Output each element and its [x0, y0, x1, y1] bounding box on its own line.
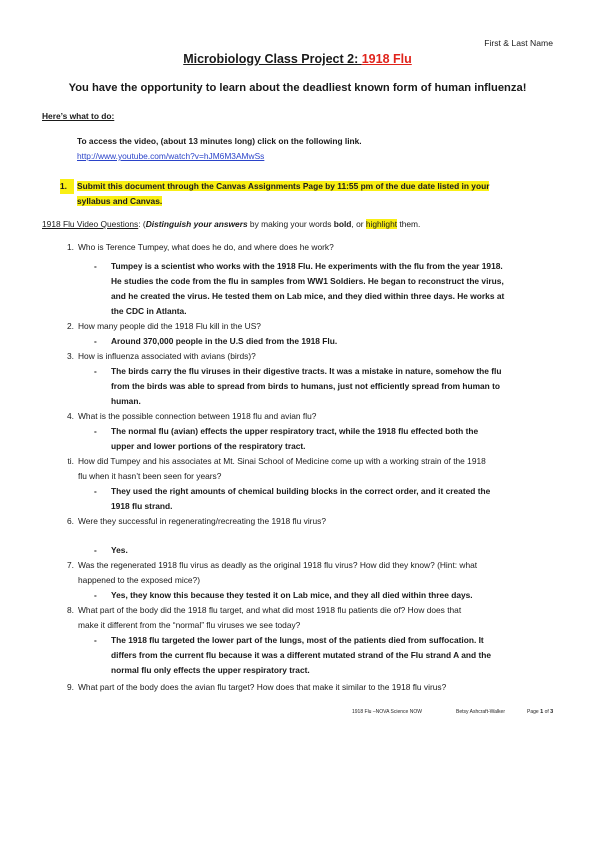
questions-header: [42, 219, 420, 229]
answer-bullet: -: [94, 486, 97, 496]
footer-source: 1918 Flu –NOVA Science NOW: [352, 709, 422, 715]
instructions-heading: Here’s what to do:: [42, 111, 115, 121]
answer-text: from the birds was able to spread from birds to humans, just not efficiently spread from human to: [111, 381, 501, 391]
question-number: 2.: [67, 321, 74, 331]
answer-text: He studies the code from the flu in samples from WW1 Soldiers. He began to reconstruct the virus,: [111, 276, 504, 286]
footer-page-number: [527, 709, 553, 715]
submit-instruction: [60, 179, 550, 209]
answer-bullet: -: [94, 426, 97, 436]
answer-bullet: -: [94, 545, 97, 555]
question-text: Were they successful in regenerating/recreating the 1918 flu virus?: [78, 516, 326, 526]
question-text: What part of the body did the 1918 flu target, and what did most 1918 flu patients die of? How does that: [78, 605, 462, 615]
answer-text: Yes.: [111, 545, 128, 555]
question-number: ti.: [67, 456, 74, 466]
submit-number: 1.: [60, 179, 74, 194]
question-6: [67, 514, 558, 529]
question-4: [67, 409, 558, 424]
name-line: First & Last Name: [484, 38, 553, 48]
answer-1: [94, 259, 563, 319]
answer-text: human.: [111, 396, 141, 406]
answer-4: [94, 424, 563, 454]
questions-header-bold: bold: [333, 219, 352, 229]
answer-2: [94, 334, 563, 349]
title-prefix: Microbiology Class Project 2:: [183, 52, 362, 66]
question-number: 3.: [67, 351, 74, 361]
question-text: How did Tumpey and his associates at Mt. Sinai School of Medicine come up with a working strain of the 1918: [78, 456, 486, 466]
question-8: [67, 603, 558, 633]
questions-header-tail: them.: [397, 219, 421, 229]
answer-text: The 1918 flu targeted the lower part of the lungs, most of the patients died from suffocation. It: [111, 635, 484, 645]
answer-text: The normal flu (avian) effects the upper respiratory tract, while the 1918 flu effected both the: [111, 426, 479, 436]
answer-3: [94, 364, 563, 409]
question-3: [67, 349, 558, 364]
question-1: [67, 240, 558, 255]
question-text: How many people did the 1918 Flu kill in the US?: [78, 321, 261, 331]
answer-bullet: -: [94, 635, 97, 645]
access-text: To access the video, (about 13 minutes long) click on the following link.: [77, 136, 362, 146]
question-number: 7.: [67, 560, 74, 570]
question-2: [67, 319, 558, 334]
question-text: What part of the body does the avian flu target? How does that make it similar to the 1918 flu virus?: [78, 682, 447, 692]
answer-text: normal flu only effects the upper respiratory tract.: [111, 665, 310, 675]
questions-header-colon: : (: [138, 219, 146, 229]
footer-page-total: 3: [550, 709, 554, 715]
question-number: 8.: [67, 605, 74, 615]
footer-page-current: 1: [540, 709, 544, 715]
answer-text: the CDC in Atlanta.: [111, 306, 187, 316]
answer-bullet: -: [94, 336, 97, 346]
questions-header-highlight: highlight: [365, 219, 398, 229]
title-accent: 1918 Flu: [361, 52, 412, 66]
question-number: 1.: [67, 242, 74, 252]
answer-bullet: -: [94, 366, 97, 376]
question-9: [67, 680, 558, 695]
question-number: 4.: [67, 411, 74, 421]
question-text: Who is Terence Tumpey, what does he do, and where does he work?: [78, 242, 334, 252]
question-7: [67, 558, 558, 588]
answer-text: upper and lower portions of the respiratory tract.: [111, 441, 306, 451]
footer-author: Betsy Ashcraft-Walker: [456, 709, 505, 715]
answer-7: [94, 588, 563, 603]
question-text: How is influenza associated with avians (birds)?: [78, 351, 256, 361]
question-text: flu when it hasn’t been seen for years?: [78, 471, 222, 481]
submit-line-2: syllabus and Canvas.: [77, 196, 163, 206]
answer-8: [94, 633, 563, 678]
question-5: [67, 454, 558, 484]
answer-text: differs from the current flu because it was a different mutated strand of the Flu strand A and the: [111, 650, 492, 660]
answer-text: and he created the virus. He tested them on Lab mice, and they died within three days. He works at: [111, 291, 505, 301]
answer-bullet: -: [94, 261, 97, 271]
footer-of-word: of: [543, 709, 551, 715]
footer-page-word: Page: [527, 709, 541, 715]
answer-text: Tumpey is a scientist who works with the 1918 Flu. He experiments with the flu from the year 1918.: [111, 261, 503, 271]
answer-6: [94, 543, 563, 558]
question-text: make it different from the “normal” flu viruses we see today?: [78, 620, 301, 630]
question-number: 6.: [67, 516, 74, 526]
question-text: Was the regenerated 1918 flu virus as deadly as the original 1918 flu virus? How did they know? (Hint: what: [78, 560, 478, 570]
answer-bullet: -: [94, 590, 97, 600]
answer-5: [94, 484, 563, 514]
question-number: 9.: [67, 682, 74, 692]
questions-header-emph: Distinguish your answers: [145, 219, 248, 229]
answer-text: 1918 flu strand.: [111, 501, 173, 511]
submit-line-1: Submit this document through the Canvas Assignments Page by 11:55 pm of the due date listed in your: [77, 181, 490, 191]
question-text: What is the possible connection between 1918 flu and avian flu?: [78, 411, 317, 421]
answer-text: Around 370,000 people in the U.S died from the 1918 Flu.: [111, 336, 338, 346]
page-subtitle: You have the opportunity to learn about the deadliest known form of human influenza!: [68, 82, 527, 94]
questions-header-label: 1918 Flu Video Questions: [42, 219, 139, 229]
video-link[interactable]: http://www.youtube.com/watch?v=hJM6M3AMwSs: [77, 151, 265, 161]
page-title: [0, 52, 595, 66]
questions-header-or: , or: [351, 219, 366, 229]
question-text: happened to the exposed mice?): [78, 575, 200, 585]
answer-text: The birds carry the flu viruses in their digestive tracts. It was a mistake in nature, somehow the flu: [111, 366, 502, 376]
questions-header-mid: by making your words: [247, 219, 334, 229]
answer-text: Yes, they know this because they tested it on Lab mice, and they all died within three days.: [111, 590, 473, 600]
answer-text: They used the right amounts of chemical building blocks in the correct order, and it created the: [111, 486, 491, 496]
